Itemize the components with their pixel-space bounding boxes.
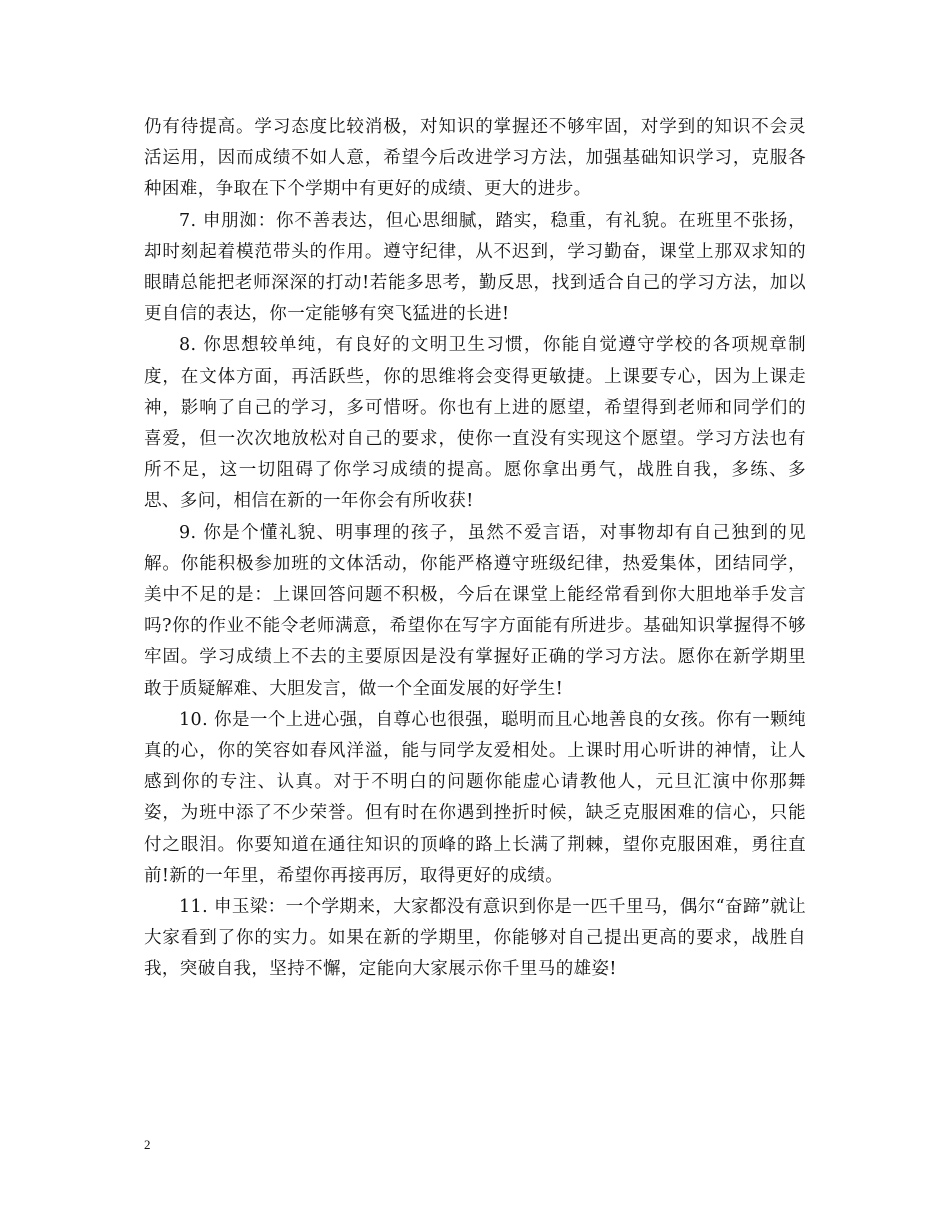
paragraph-comment-11: 11. 申玉梁：一个学期来，大家都没有意识到你是一匹千里马，偶尔“奋蹄”就让大家看到了你的实力。如果在新的学期里，你能够对自己提出更高的要求，战胜自我，突破自我，坚持不懈，定能向大家展示你千里马的雄姿!: [144, 897, 806, 980]
paragraph-comment-10: 10. 你是一个上进心强，自尊心也很强，聪明而且心地善良的女孩。你有一颗纯真的心，你的笑容如春风洋溢，能与同学友爱相处。上课时用心听讲的神情，让人感到你的专注、认真。对于不明白的问题你能虚心请教他人，元旦汇演中你那舞姿，为班中添了不少荣誉。但有时在你遇到挫折时候，缺乏克服困难的信心，只能付之眼泪。你要知道在通往知识的顶峰的路上长满了荆棘，望你克服困难，勇往直前!新的一年里，希望你再接再厉，取得更好的成绩。: [144, 709, 806, 886]
paragraph-comment-8: 8. 你思想较单纯，有良好的文明卫生习惯，你能自觉遵守学校的各项规章制度，在文体方面，再活跃些，你的思维将会变得更敏捷。上课要专心，因为上课走神，影响了自己的学习，多可惜呀。你也有上进的愿望，希望得到老师和同学们的喜爱，但一次次地放松对自己的要求，使你一直没有实现这个愿望。学习方法也有所不足，这一切阻碍了你学习成绩的提高。愿你拿出勇气，战胜自我，多练、多思、多问，相信在新的一年你会有所收获!: [144, 335, 806, 512]
paragraph-comment-9: 9. 你是个懂礼貌、明事理的孩子，虽然不爱言语，对事物却有自己独到的见解。你能积极参加班的文体活动，你能严格遵守班级纪律，热爱集体，团结同学，美中不足的是：上课回答问题不积极，今后在课堂上能经常看到你大胆地举手发言吗?你的作业不能令老师满意，希望你在写字方面能有所进步。基础知识掌握得不够牢固。学习成绩上不去的主要原因是没有掌握好正确的学习方法。愿你在新学期里敢于质疑解难、大胆发言，做一个全面发展的好学生!: [144, 522, 806, 699]
page-number: 2: [144, 1137, 151, 1152]
paragraph-comment-7: 7. 申朋洳：你不善表达，但心思细腻，踏实，稳重，有礼貌。在班里不张扬，却时刻起着模范带头的作用。遵守纪律，从不迟到，学习勤奋，课堂上那双求知的眼睛总能把老师深深的打动!若能多思考，勤反思，找到适合自己的学习方法，加以更自信的表达，你一定能够有突飞猛进的长进!: [144, 210, 806, 325]
paragraph-continuation: 仍有待提高。学习态度比较消极，对知识的掌握还不够牢固，对学到的知识不会灵活运用，因而成绩不如人意，希望今后改进学习方法，加强基础知识学习，克服各种困难，争取在下个学期中有更好的成绩、更大的进步。: [144, 117, 806, 200]
document-body: [144, 112, 806, 986]
